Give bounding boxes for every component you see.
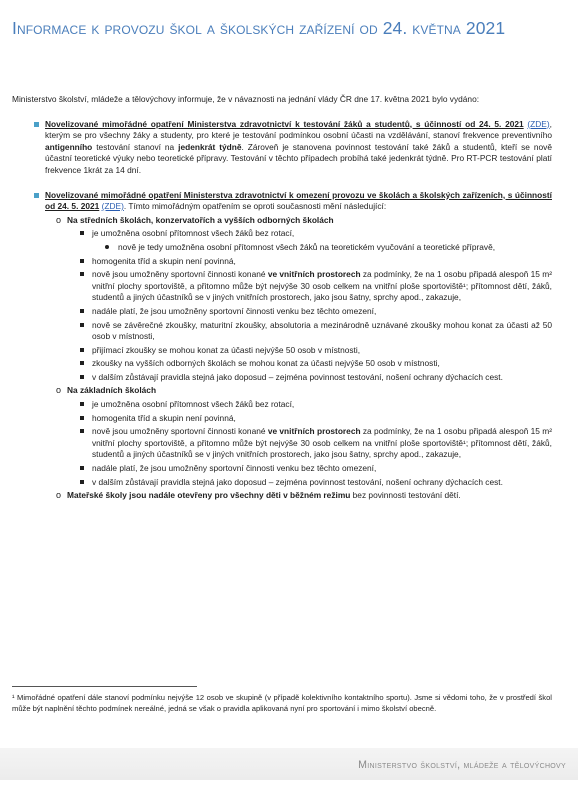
main-list xyxy=(12,119,552,502)
item1-link[interactable]: (ZDE) xyxy=(527,118,550,129)
section-heading: Na středních školách, konzervatořích a vyšších odborných školách xyxy=(67,214,334,225)
square-bullet-icon xyxy=(80,272,84,276)
footnote: ¹ Mimořádné opatření dále stanoví podmínku nejvýše 12 osob ve skupině (v případě kolektivního kontaktního sportu). Jsme si vědomi toho, že v prostředí škol může být naplnění těchto podmínek nereálné, jedná se však o pravidla aplikovaná nyní pro sportování i mimo školství obecně. xyxy=(12,693,552,713)
section-heading: Mateřské školy jsou nadále otevřeny pro všechny děti v běžném režimu xyxy=(67,490,351,501)
square-bullet-icon xyxy=(80,323,84,327)
list-item: nově jsou umožněny sportovní činnosti konané ve vnitřních prostorech za podmínky, že na 1 osobu připadá alespoň 15 m² vnitřní plochy sportoviště, a přitomno může být nejvýše 30 osob celkem na vnitřní ploše sportoviště¹; přítomnost dětí, žáků, studentů a jiných účastníků se v jiných vnitřních prostorech, jako jsou šatny, sprchy apod., zakazuje, xyxy=(12,269,552,304)
list-item: přijímací zkoušky se mohou konat za účasti nejvýše 50 osob v místnosti, xyxy=(12,345,552,357)
list-item: nadále platí, že jsou umožněny sportovní činnosti venku bez těchto omezení, xyxy=(12,306,552,318)
circle-bullet-icon: o xyxy=(56,214,62,225)
list-item: nadále platí, že jsou umožněny sportovní činnosti venku bez těchto omezení, xyxy=(12,463,552,475)
footer-ministry-name: Ministerstvo školství, mládeže a tělovýchovy xyxy=(358,759,566,771)
circle-bullet-icon: o xyxy=(56,385,62,396)
section-heading: Na základních školách xyxy=(67,385,157,396)
item2-link[interactable]: (ZDE) xyxy=(101,201,124,212)
square-bullet-icon xyxy=(80,429,84,433)
dot-bullet-icon xyxy=(105,245,109,249)
square-bullet-icon xyxy=(34,193,39,198)
list-item: nově jsou umožněny sportovní činnosti konané ve vnitřních prostorech za podmínky, že na 1 osobu připadá alespoň 15 m² vnitřní plochy sportoviště, a přitomno může být nejvýše 30 osob celkem na vnitřní ploše sportoviště¹; přítomnost dětí, žáků, studentů a jiných účastníků se v jiných vnitřních prostorech, jako jsou šatny, sprchy apod., zakazuje, xyxy=(12,426,552,461)
square-bullet-icon xyxy=(80,348,84,352)
list-item: homogenita tříd a skupin není povinná, xyxy=(12,413,552,425)
square-bullet-icon xyxy=(34,122,39,127)
list-item: nově je tedy umožněna osobní přítomnost všech žáků na teoretickém vyučování a teoretické přípravě, xyxy=(12,242,552,254)
square-bullet-icon xyxy=(80,361,84,365)
square-bullet-icon xyxy=(80,466,84,470)
intro-paragraph: Ministerstvo školství, mládeže a tělovýchovy informuje, že v návaznosti na jednání vlády ČR dne 17. května 2021 bylo vydáno: xyxy=(12,94,480,104)
item2-heading: Novelizované mimořádné opatření Ministerstva zdravotnictví k omezení provozu ve školách a školských zařízeních, s účinností od 24. 5. 2021 xyxy=(45,189,552,212)
footer-margin xyxy=(0,780,578,800)
footnote-divider xyxy=(12,686,197,687)
list-item: homogenita tříd a skupin není povinná, xyxy=(12,256,552,268)
section-kindergartens: o Mateřské školy jsou nadále otevřeny pro všechny děti v běžném režimu bez povinnosti testování dětí. xyxy=(56,490,461,501)
sections-list xyxy=(45,215,552,502)
square-bullet-icon xyxy=(80,480,84,484)
square-bullet-icon xyxy=(80,402,84,406)
list-item-operations: Novelizované mimořádné opatření Ministerstva zdravotnictví k omezení provozu ve školách a školských zařízeních, s účinností od 24. 5. 2021 (ZDE). Tímto mimořádným opatřením se oproti současnosti mění následující: o Na středních školách, konzervatořích a vyšších odborných školách je umožněna osobní přítomnost všech žáků bez rotací, nově je tedy umožněna osobní přítomnost všech žáků na teoretickém vyučování a teoretické přípravě, homogenita tříd a skupin není povinná, nově jsou umožněny sportovní činnosti konané ve vnitřních prostorech za podmínky, že na 1 osobu připadá alespoň 15 m² vnitřní plochy sportoviště, a přitomno může být nejvýše 30 osob celkem na vnitřní ploše sportoviště¹; přítomnost dětí, žáků, studentů a jiných účastníků se v jiných vnitřních prostorech, jako jsou šatny, sprchy apod., zakazuje, nadále platí, že jsou umožněny sportovní činnosti venku bez těchto omezení, nově se závěrečné zkoušky, maturitní zkoušky, absolutoria a mezinárodně uznávané zkoušky mohou konat za účasti až 50 osob v místnosti, přijímací zkoušky se mohou konat za účasti nejvýše 50 osob v místnosti, zkoušky na vyšších odborných školách se mohou konat za účasti nejvýše 50 osob v místnosti, v dalším zůstávají pravidla stejná jako doposud – zejména povinnost testování, nošení ochrany dýchacích cest. o Na základních školách je umožněna osobní přítomnost všech žáků bez rotací, homogenita tříd a skupin není povinná, nově jsou umožněny sportovní činnosti konané ve vnitřních prostorech za podmínky, že na 1 osobu připadá alespoň 15 m² vnitřní plochy sportoviště, a přitomno může být nejvýše 30 osob celkem na vnitřní ploše sportoviště¹; přítomnost dětí, žáků, studentů a jiných účastníků se v jiných vnitřních prostorech, jako jsou šatny, sprchy apod., zakazuje, nadále platí, že jsou umožněny sportovní činnosti venku bez těchto omezení, v dalším zůstávají pravidla stejná jako doposud – zejména povinnost testování, nošení ochrany dýchacích cest. o Mateřské školy jsou nadále otevřeny pro všechny děti v běžném režimu bez povinnosti testování dětí. xyxy=(12,190,552,502)
section-primary-schools xyxy=(12,385,552,488)
square-bullet-icon xyxy=(80,231,84,235)
item1-heading: Novelizované mimořádné opatření Ministerstva zdravotnictví k testování žáků a studentů, s účinností od 24. 5. 2021 xyxy=(45,118,524,129)
list-item-testing: Novelizované mimořádné opatření Ministerstva zdravotnictví k testování žáků a studentů, s účinností od 24. 5. 2021 (ZDE), kterým se pro všechny žáky a studenty, pro které je testování podmínkou osobní účasti na vzdělávání, stanoví frekvence preventivního antigenního testování stanoví na jedenkrát týdně. Zároveň je stanovena povinnost testování také žáků a studentů, kteří se nově účastní teoretické výuky nebo teoretické přípravy. Testování v těchto případech probíhá také jedenkrát týdně. Pro RT-PCR testování platí frekvence 1krát za 14 dní. xyxy=(12,119,552,177)
section-secondary-schools xyxy=(12,215,552,384)
square-bullet-icon xyxy=(80,375,84,379)
square-bullet-icon xyxy=(80,259,84,263)
list-item: je umožněna osobní přítomnost všech žáků bez rotací, nově je tedy umožněna osobní přítomnost všech žáků na teoretickém vyučování a teoretické přípravě, xyxy=(12,228,552,253)
list-item: v dalším zůstávají pravidla stejná jako doposud – zejména povinnost testování, nošení ochrany dýchacích cest. xyxy=(12,477,552,489)
list-item: v dalším zůstávají pravidla stejná jako doposud – zejména povinnost testování, nošení ochrany dýchacích cest. xyxy=(12,372,552,384)
square-bullet-icon xyxy=(80,416,84,420)
list-item: nově se závěrečné zkoušky, maturitní zkoušky, absolutoria a mezinárodně uznávané zkoušky mohou konat za účasti až 50 osob v místnosti, xyxy=(12,320,552,343)
square-bullet-icon xyxy=(80,309,84,313)
circle-bullet-icon: o xyxy=(56,490,62,501)
page-title: Informace k provozu škol a školských zařízení od 24. května 2021 xyxy=(12,18,506,38)
document-body xyxy=(12,94,552,515)
list-item: zkoušky na vyšších odborných školách se mohou konat za účasti nejvýše 50 osob v místnosti, xyxy=(12,358,552,370)
list-item: je umožněna osobní přítomnost všech žáků bez rotací, xyxy=(12,399,552,411)
